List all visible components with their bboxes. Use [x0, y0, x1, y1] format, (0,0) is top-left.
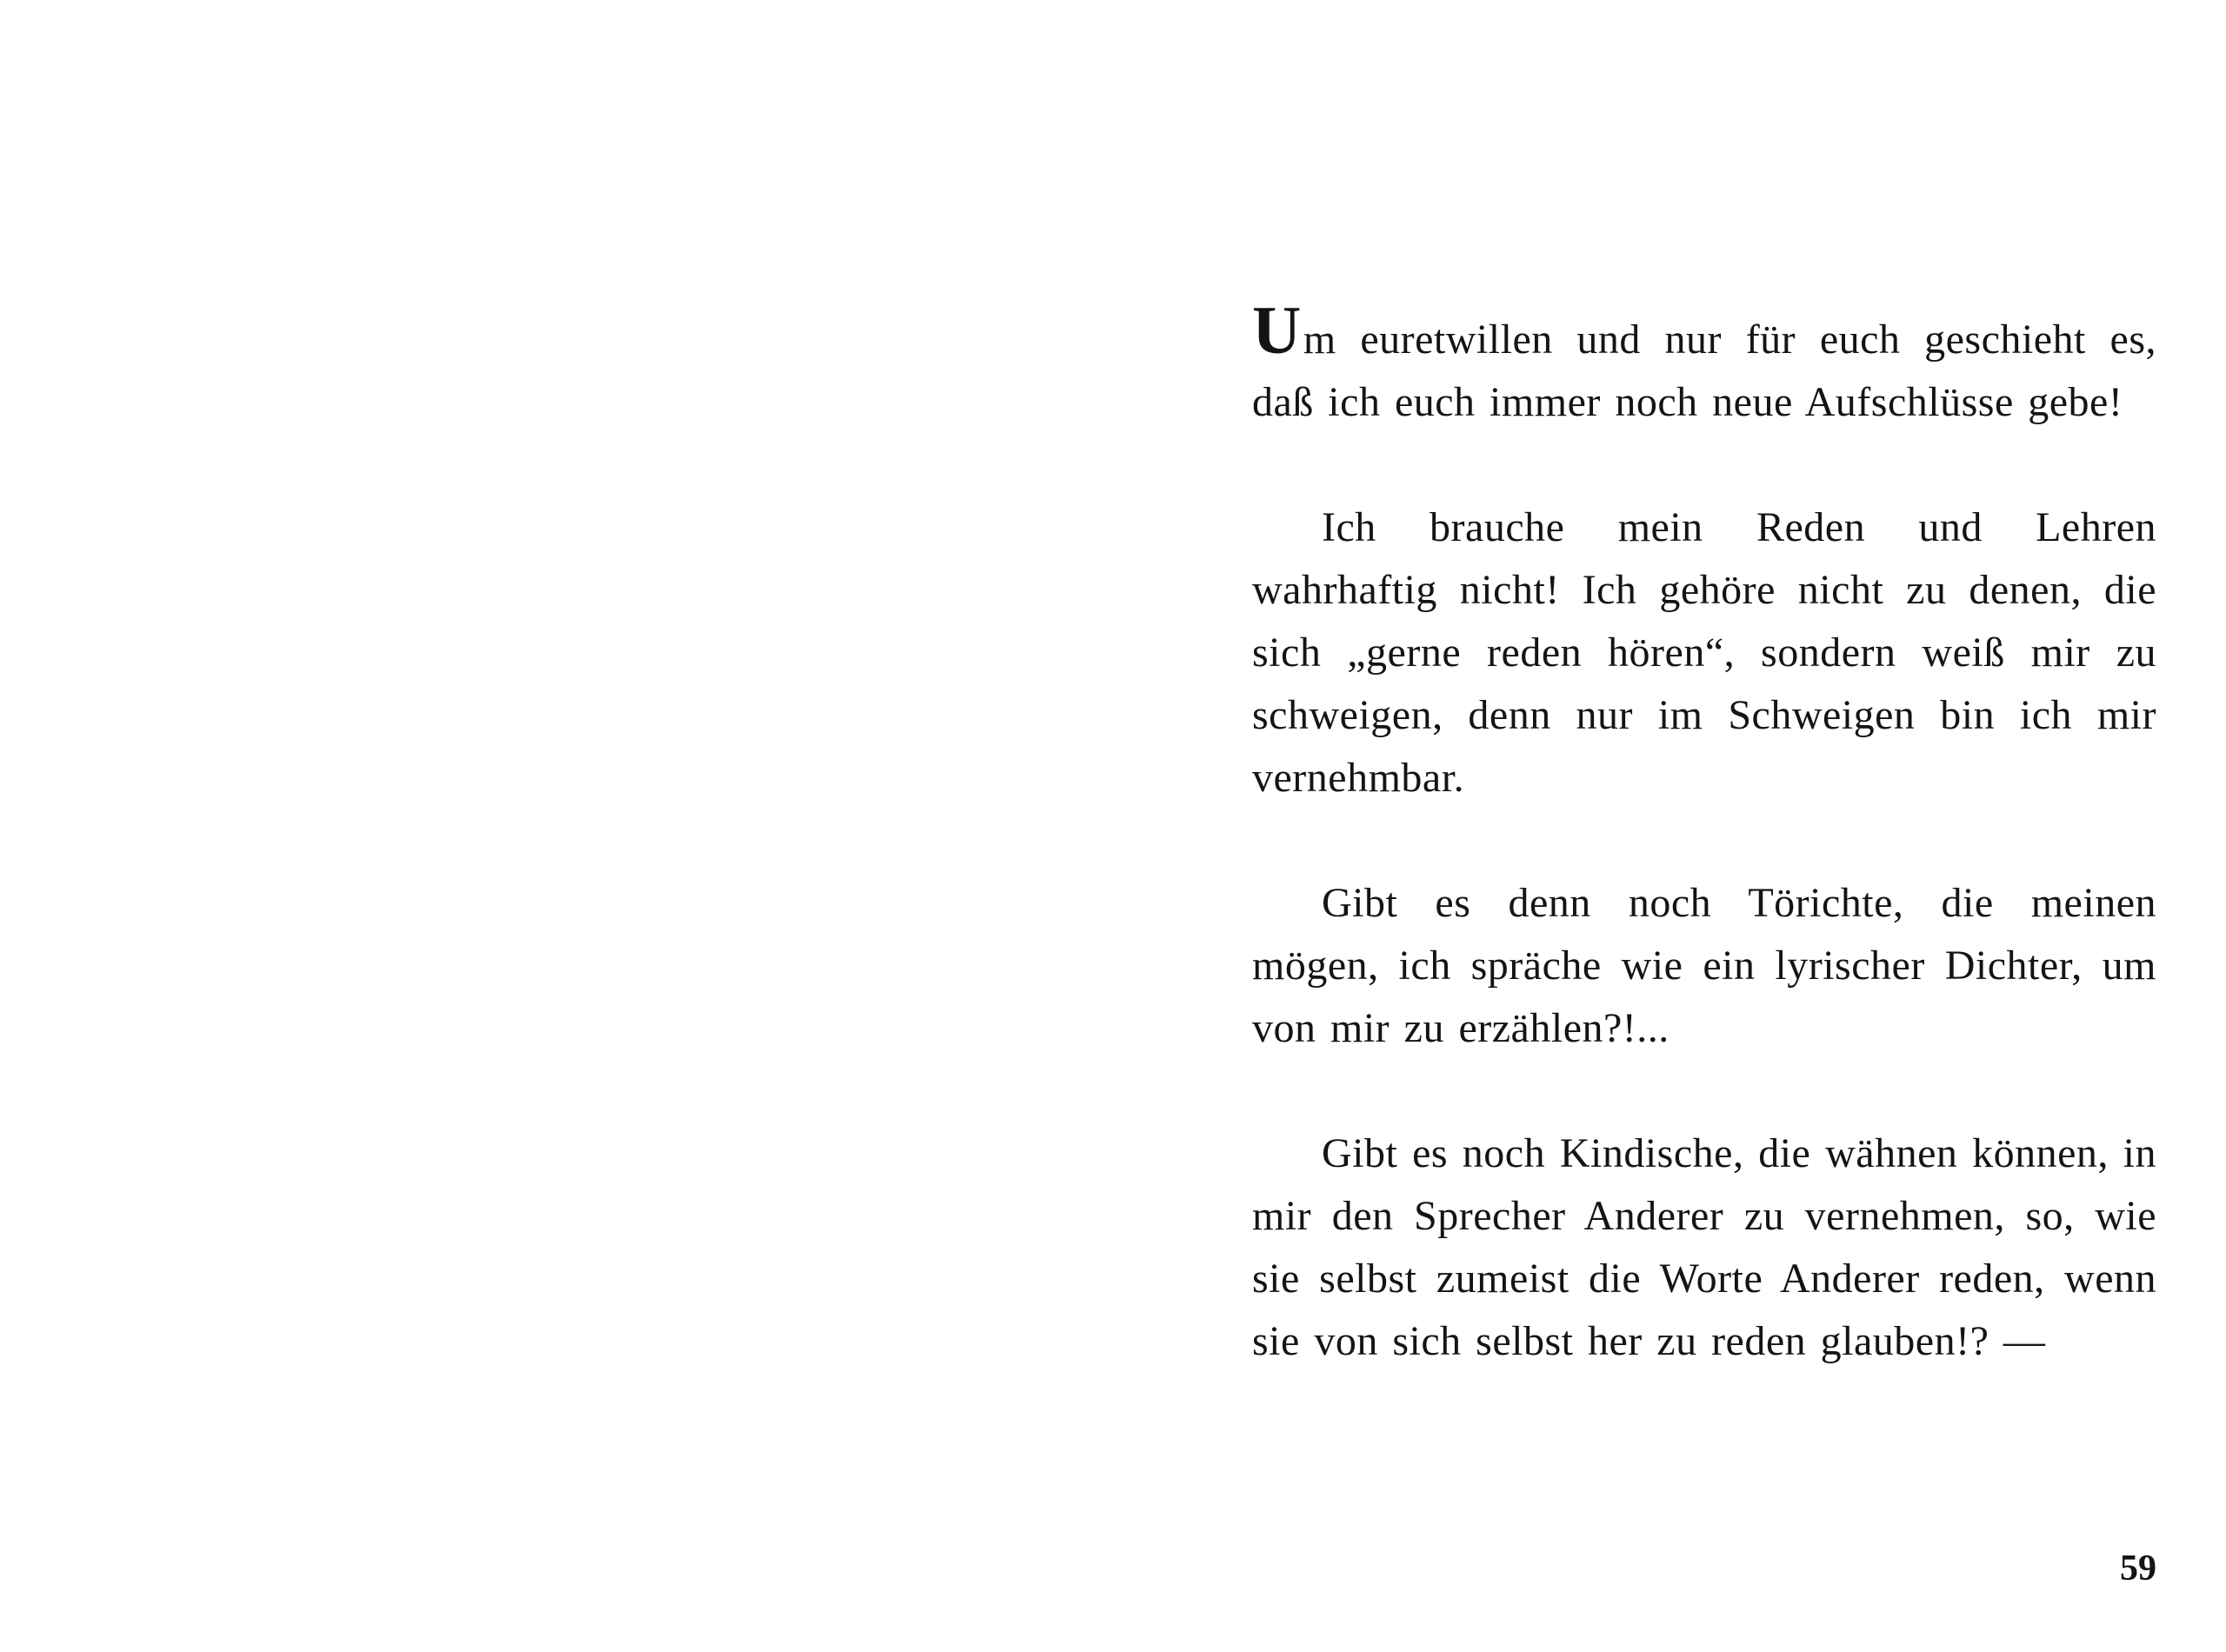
paragraph-3: Gibt es denn noch Törichte, die meinen mögen, ich spräche wie ein lyrischer Dichter, um von mir zu erzählen?!... [1252, 880, 2156, 1051]
paragraph-2: Ich brauche mein Reden und Lehren wahrhaftig nicht! Ich gehöre nicht zu denen, die sich „gerne reden hören“, sondern weiß mir zu schweigen, denn nur im Schweigen bin ich mir vernehmbar. [1252, 504, 2156, 801]
page-number: 59 [2120, 1549, 2156, 1589]
paragraph-1-text: m euretwillen und nur für euch geschieht es, daß ich euch immer noch neue Aufschlüsse gebe! [1252, 316, 2156, 425]
drop-cap-initial: U [1252, 292, 1302, 368]
body-text [1252, 292, 2156, 1436]
paragraph-1 [1252, 292, 2156, 434]
right-page [1113, 0, 2226, 1652]
paragraph-4: Gibt es noch Kindische, die wähnen können, in mir den Sprecher Anderer zu vernehmen, so, wie sie selbst zumeist die Worte Anderer reden, wenn sie von sich selbst her zu reden glauben!? — [1252, 1130, 2156, 1364]
